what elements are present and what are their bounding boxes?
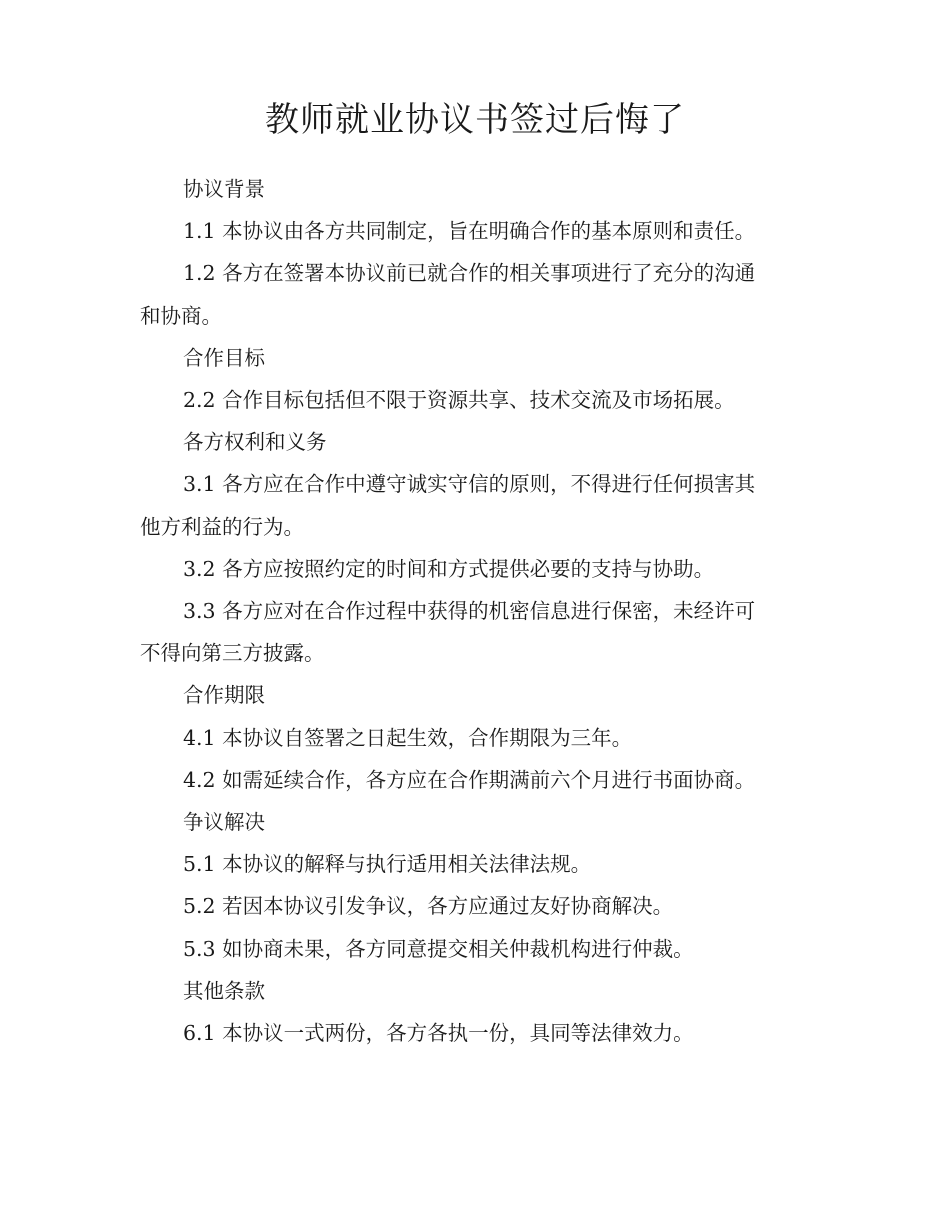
document-line: 3.2 各方应按照约定的时间和方式提供必要的支持与协助。 [183,556,715,581]
document-line: 协议背景 [183,177,265,201]
document-line: 5.2 若因本协议引发争议，各方应通过友好协商解决。 [183,894,674,919]
document-body [140,168,810,1054]
document-line: 各方权利和义务 [183,430,327,455]
document-line: 3.3 各方应对在合作过程中获得的机密信息进行保密，未经许可 [183,599,756,624]
document-line: 争议解决 [183,810,265,835]
document-line: 5.3 如协商未果，各方同意提交相关仲裁机构进行仲裁。 [183,936,694,961]
document-line: 6.1 本协议一式两份，各方各执一份，具同等法律效力。 [183,1021,694,1046]
document-line: 其他条款 [183,978,265,1003]
document-line: 5.1 本协议的解释与执行适用相关法律法规。 [183,852,592,877]
document-line: 1.1 本协议由各方共同制定，旨在明确合作的基本原则和责任。 [183,219,756,244]
document-line: 他方利益的行为。 [140,514,304,539]
document-line: 合作期限 [183,683,265,708]
document-line: 合作目标 [183,345,265,370]
document-line: 3.1 各方应在合作中遵守诚实守信的原则，不得进行任何损害其 [183,472,756,497]
document-line: 2.2 合作目标包括但不限于资源共享、技术交流及市场拓展。 [183,388,735,413]
document-line: 4.1 本协议自签署之日起生效，合作期限为三年。 [183,725,633,750]
document-line: 1.2 各方在签署本协议前已就合作的相关事项进行了充分的沟通 [183,261,756,286]
document-line: 不得向第三方披露。 [140,641,325,666]
document-line: 和协商。 [140,303,222,328]
document-line: 4.2 如需延续合作，各方应在合作期满前六个月进行书面协商。 [183,767,756,792]
document-title: 教师就业协议书签过后悔了 [265,100,685,140]
